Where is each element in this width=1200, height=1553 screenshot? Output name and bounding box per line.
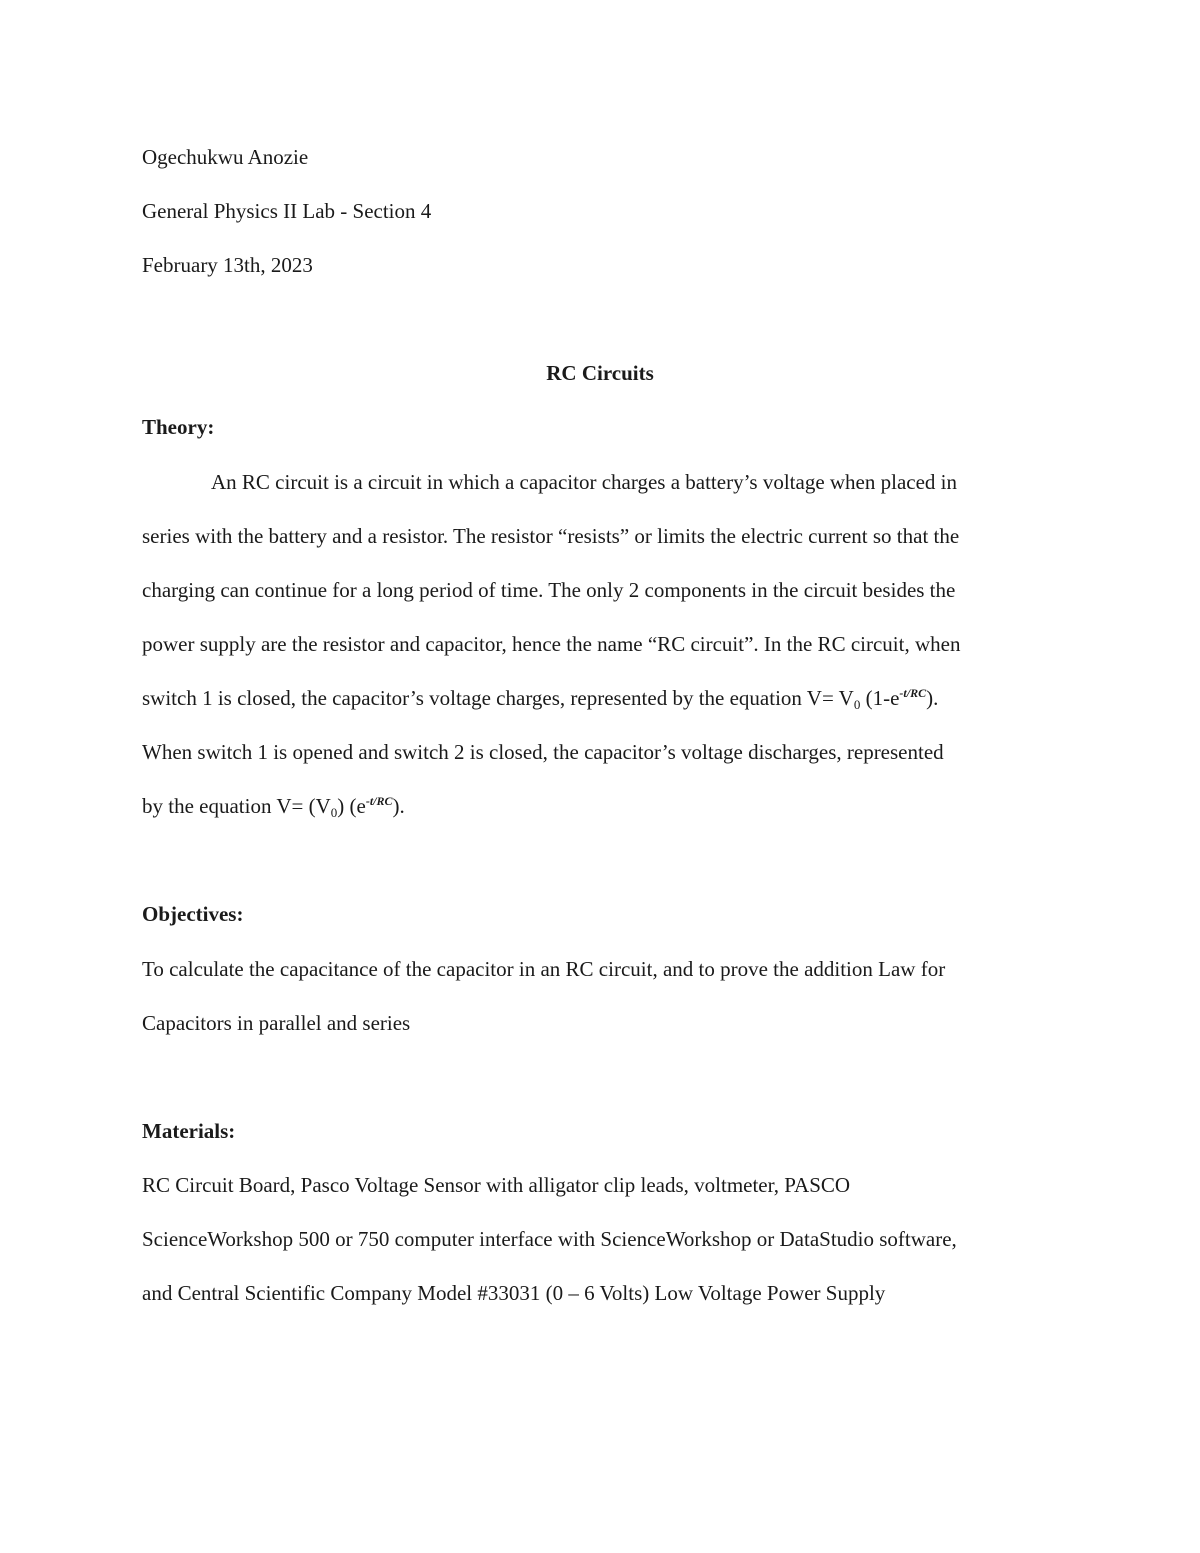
document-date: February 13th, 2023 [142, 253, 313, 277]
objectives-heading: Objectives: [142, 902, 244, 926]
materials-line-3: and Central Scientific Company Model #33031 (0 – 6 Volts) Low Voltage Power Supply [142, 1281, 886, 1305]
theory-line-5-text: switch 1 is closed, the capacitor’s voltage charges, represented by the equation V= V [142, 686, 854, 710]
theory-line-3: charging can continue for a long period of time. The only 2 components in the circuit besides the [142, 578, 956, 602]
theory-line-4: power supply are the resistor and capacitor, hence the name “RC circuit”. In the RC circuit, when [142, 632, 961, 656]
theory-line-7-text: by the equation V= (V [142, 794, 331, 818]
exponent-superscript: -t/RC [365, 794, 393, 808]
v0-subscript: 0 [330, 805, 338, 820]
theory-line-7 [142, 793, 405, 819]
theory-line-7-end: ). [392, 794, 405, 818]
theory-line-6: When switch 1 is opened and switch 2 is closed, the capacitor’s voltage discharges, represented [142, 740, 944, 764]
theory-line-7-mid: ) (e [337, 794, 366, 818]
theory-line-2: series with the battery and a resistor. The resistor “resists” or limits the electric current so that the [142, 524, 960, 548]
theory-line-5-mid: (1-e [860, 686, 900, 710]
document-title: RC Circuits [546, 361, 654, 385]
v0-subscript: 0 [853, 697, 861, 712]
theory-heading: Theory: [142, 415, 215, 439]
exponent-superscript: -t/RC [899, 686, 927, 700]
objectives-line-2: Capacitors in parallel and series [142, 1011, 411, 1035]
objectives-line-1: To calculate the capacitance of the capacitor in an RC circuit, and to prove the addition Law for [142, 957, 946, 981]
theory-line-1: An RC circuit is a circuit in which a capacitor charges a battery’s voltage when placed in [211, 470, 958, 494]
theory-line-5-end: ). [926, 686, 939, 710]
course-name: General Physics II Lab - Section 4 [142, 199, 432, 223]
materials-heading: Materials: [142, 1119, 236, 1143]
author-name: Ogechukwu Anozie [142, 145, 309, 169]
theory-line-5 [142, 685, 938, 711]
materials-line-1: RC Circuit Board, Pasco Voltage Sensor with alligator clip leads, voltmeter, PASCO [142, 1173, 851, 1197]
materials-line-2: ScienceWorkshop 500 or 750 computer interface with ScienceWorkshop or DataStudio software, [142, 1227, 957, 1251]
